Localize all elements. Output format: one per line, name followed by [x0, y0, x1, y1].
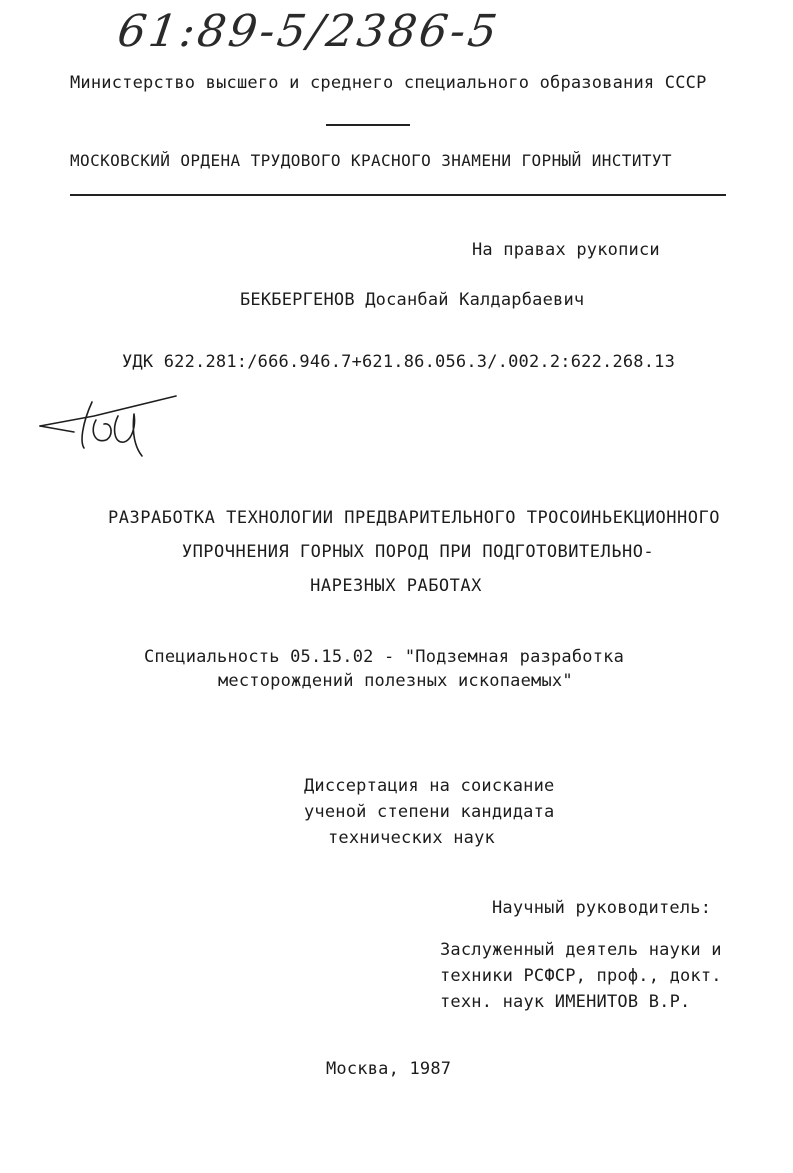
degree-line-3: технических наук — [328, 828, 495, 848]
specialty-line-1: Специальность 05.15.02 - "Подземная разработка — [144, 647, 625, 667]
ministry-line: Министерство высшего и среднего специального образования СССР — [70, 73, 707, 93]
institute-divider — [70, 194, 726, 196]
handwritten-signature — [34, 386, 194, 458]
manuscript-rights: На правах рукописи — [472, 240, 660, 260]
institute-line: МОСКОВСКИЙ ОРДЕНА ТРУДОВОГО КРАСНОГО ЗНАМЕНИ ГОРНЫЙ ИНСТИТУТ — [70, 151, 672, 170]
dissertation-title-line-3: НАРЕЗНЫХ РАБОТАХ — [310, 576, 482, 596]
supervisor-label: Научный руководитель: — [492, 898, 712, 918]
author-name: БЕКБЕРГЕНОВ Досанбай Калдарбаевич — [240, 290, 585, 310]
short-divider — [326, 124, 410, 126]
degree-line-1: Диссертация на соискание — [304, 776, 555, 796]
supervisor-line-3: техн. наук ИМЕНИТОВ В.Р. — [440, 992, 691, 1012]
specialty-line-2: месторождений полезных ископаемых" — [218, 671, 573, 691]
degree-line-2: ученой степени кандидата — [304, 802, 555, 822]
supervisor-line-1: Заслуженный деятель науки и — [440, 940, 722, 960]
supervisor-line-2: техники РСФСР, проф., докт. — [440, 966, 722, 986]
dissertation-title-line-2: УПРОЧНЕНИЯ ГОРНЫХ ПОРОД ПРИ ПОДГОТОВИТЕЛЬНО- — [181, 542, 655, 562]
handwritten-catalog-code: 61:89-5/2386-5 — [114, 6, 503, 57]
udc-code: УДК 622.281:/666.946.7+621.86.056.3/.002.2:622.268.13 — [122, 352, 676, 372]
dissertation-title-line-1: РАЗРАБОТКА ТЕХНОЛОГИИ ПРЕДВАРИТЕЛЬНОГО ТРОСОИНЬЕКЦИОННОГО — [108, 508, 720, 528]
place-and-year: Москва, 1987 — [326, 1059, 452, 1079]
